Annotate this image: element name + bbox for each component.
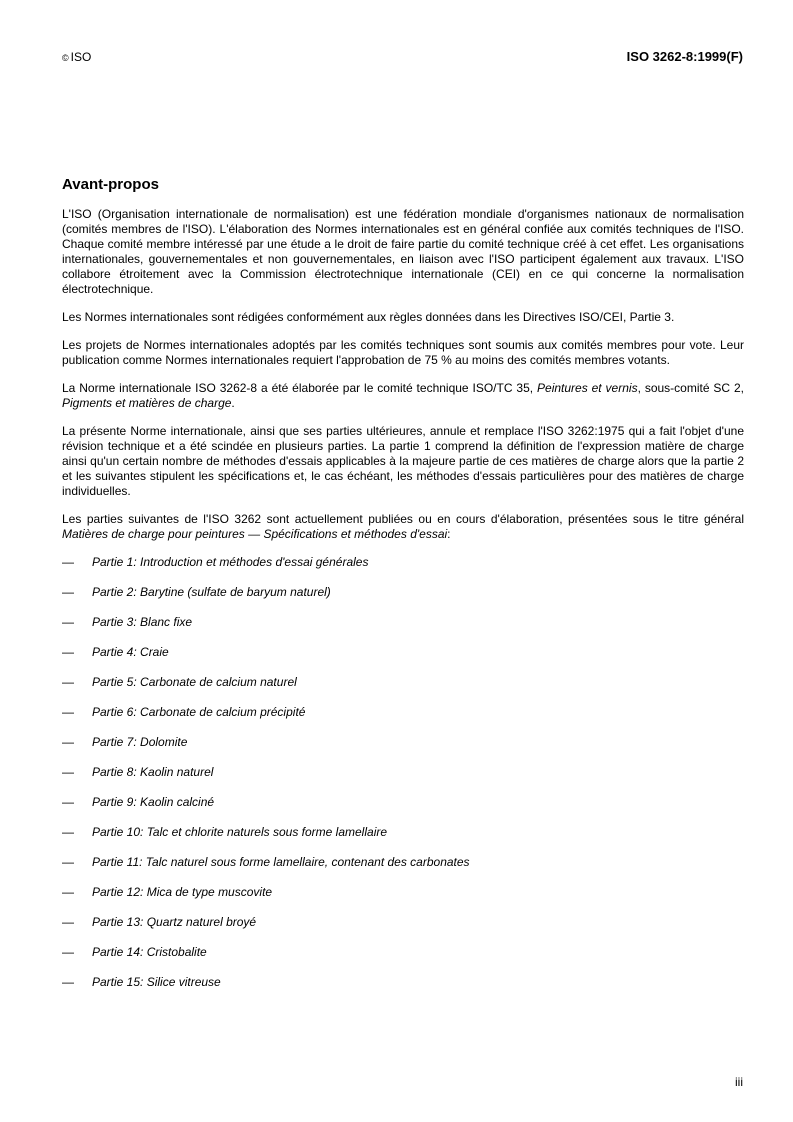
part-title: Partie 11: Talc naturel sous forme lamellaire, contenant des carbonates [92, 855, 470, 869]
copyright-icon: © [62, 53, 69, 63]
part-title: Partie 3: Blanc fixe [92, 615, 193, 629]
dash-bullet-icon: — [62, 735, 74, 749]
paragraph-parts-intro: Les parties suivantes de l'ISO 3262 sont actuellement publiées ou en cours d'élaboration, présentées sous le titre général Matières de charge pour peintures — Spécifications et méthodes d'essai: [62, 512, 744, 541]
dash-bullet-icon: — [62, 885, 74, 899]
list-item [62, 615, 744, 645]
dash-bullet-icon: — [62, 645, 74, 659]
list-item [62, 795, 744, 825]
page-number: iii [735, 1075, 743, 1089]
list-item [62, 945, 744, 975]
dash-bullet-icon: — [62, 795, 74, 809]
subcommittee-name: Pigments et matières de charge [62, 396, 232, 410]
part-title: Partie 14: Cristobalite [92, 945, 207, 959]
part-title: Partie 4: Craie [92, 645, 169, 659]
parts-list [62, 555, 744, 1005]
dash-bullet-icon: — [62, 855, 74, 869]
list-item [62, 705, 744, 735]
paragraph-voting: Les projets de Normes internationales adoptés par les comités techniques sont soumis aux comités membres pour vote. Leur publication comme Normes internationales requiert l'approbation de 75 % au moins des comités membres votants. [62, 338, 744, 367]
foreword-section [62, 176, 744, 1005]
list-item [62, 765, 744, 795]
list-item [62, 915, 744, 945]
part-title: Partie 7: Dolomite [92, 735, 188, 749]
part-title: Partie 10: Talc et chlorite naturels sous forme lamellaire [92, 825, 388, 839]
header-left-text: ISO [70, 50, 92, 64]
paragraph-committee: La Norme internationale ISO 3262-8 a été élaborée par le comité technique ISO/TC 35, Peintures et vernis, sous-comité SC 2, Pigments et matières de charge. [62, 381, 745, 410]
general-title: Matières de charge pour peintures — Spécifications et méthodes d'essai [62, 527, 448, 541]
paragraph-revision: La présente Norme internationale, ainsi que ses parties ultérieures, annule et remplace l'ISO 3262:1975 qui a fait l'objet d'une révision technique et a été scindée en plusieurs parties. La partie 1 comprend la définition de l'expression matière de charge ainsi qu'un certain nombre de méthodes d'essais applicables à la majeure partie de ces matières de charge alors que la partie 2 et les suivantes stipulent les spécifications et, le cas échéant, les méthodes d'essais particulières pour des matières de charge individuelles. [62, 424, 744, 498]
part-title: Partie 1: Introduction et méthodes d'essai générales [92, 555, 369, 569]
part-title: Partie 5: Carbonate de calcium naturel [92, 675, 297, 689]
part-title: Partie 8: Kaolin naturel [92, 765, 214, 779]
list-item [62, 645, 744, 675]
part-title: Partie 6: Carbonate de calcium précipité [92, 705, 306, 719]
paragraph-directives: Les Normes internationales sont rédigées conformément aux règles données dans les Directives ISO/CEI, Partie 3. [62, 310, 675, 324]
paragraph-iso-intro: L'ISO (Organisation internationale de normalisation) est une fédération mondiale d'organismes nationaux de normalisation (comités membres de l'ISO). L'élaboration des Normes internationales est en général confiée aux comités techniques de l'ISO. Chaque comité membre intéressé par une étude a le droit de faire partie du comité technique créé à cet effet. Les organisations internationales, gouvernementales et non gouvernementales, en liaison avec l'ISO participent également aux travaux. L'ISO collabore étroitement avec la Commission électrotechnique internationale (CEI) en ce qui concerne la normalisation électrotechnique. [62, 207, 744, 296]
part-title: Partie 15: Silice vitreuse [92, 975, 221, 989]
dash-bullet-icon: — [62, 615, 74, 629]
list-item [62, 855, 744, 885]
list-item [62, 555, 744, 585]
list-item [62, 585, 744, 615]
part-title: Partie 9: Kaolin calciné [92, 795, 215, 809]
dash-bullet-icon: — [62, 825, 74, 839]
part-title: Partie 13: Quartz naturel broyé [92, 915, 257, 929]
list-item [62, 885, 744, 915]
dash-bullet-icon: — [62, 765, 74, 779]
part-title: Partie 12: Mica de type muscovite [92, 885, 273, 899]
dash-bullet-icon: — [62, 555, 74, 569]
list-item [62, 675, 744, 705]
header-copyright [62, 50, 91, 64]
list-item [62, 975, 744, 1005]
dash-bullet-icon: — [62, 675, 74, 689]
document-reference: ISO 3262-8:1999(F) [626, 49, 743, 64]
dash-bullet-icon: — [62, 585, 74, 599]
section-title: Avant-propos [62, 176, 159, 193]
list-item [62, 735, 744, 765]
dash-bullet-icon: — [62, 945, 74, 959]
dash-bullet-icon: — [62, 705, 74, 719]
committee-name: Peintures et vernis [537, 381, 638, 395]
dash-bullet-icon: — [62, 975, 74, 989]
list-item [62, 825, 744, 855]
dash-bullet-icon: — [62, 915, 74, 929]
part-title: Partie 2: Barytine (sulfate de baryum naturel) [92, 585, 331, 599]
